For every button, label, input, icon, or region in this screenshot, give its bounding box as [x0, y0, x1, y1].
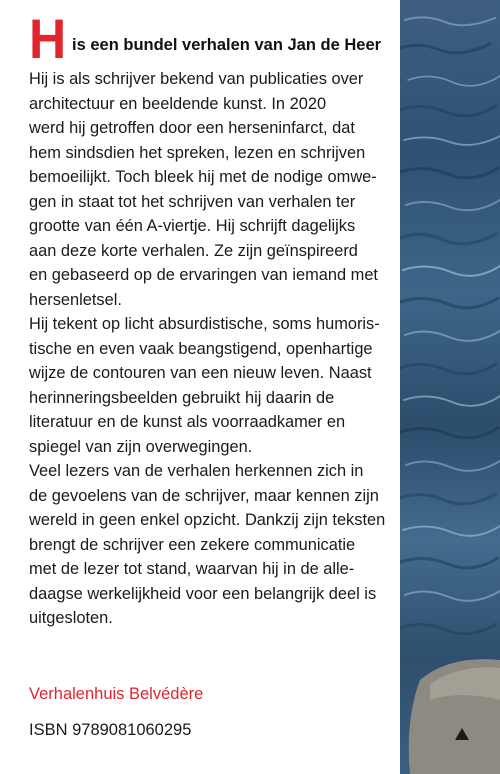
blurb-line: spiegel van zijn overwegingen. — [29, 437, 253, 456]
blurb-line: bemoeilijkt. Toch bleek hij met de nodige omwe- — [29, 168, 377, 186]
blurb-line: Veel lezers van de verhalen herkennen zich in — [29, 462, 364, 480]
blurb-line: daagse werkelijkheid voor een belangrijk deel is — [29, 584, 377, 603]
blurb-paragraphs — [29, 67, 399, 631]
blurb-line: werd hij getroffen door een herseninfarct, dat — [29, 119, 355, 137]
blurb-line: Hij tekent op licht absurdistische, soms humoris- — [29, 315, 380, 333]
publisher-name: Verhalenhuis Belvédère — [29, 685, 204, 703]
blurb-line: hem sindsdien het spreken, lezen en schrijven — [29, 143, 366, 162]
blurb-line: en gebaseerd op de ervaringen van iemand met — [29, 266, 378, 284]
blurb-line: wereld in geen enkel opzicht. Dankzij zijn teksten — [29, 511, 386, 529]
blurb-line: architectuur en beeldende kunst. In 2020 — [29, 94, 327, 113]
opening-line — [29, 7, 399, 70]
blurb-line: Hij is als schrijver bekend van publicaties over — [29, 70, 364, 88]
blurb-line: literatuur en de kunst als voorraadkamer en — [29, 413, 346, 431]
blurb-line: hersenletsel. — [29, 290, 122, 309]
water-ripples-image — [400, 0, 500, 774]
isbn-number: ISBN 9789081060295 — [29, 721, 192, 739]
blurb-line: met de lezer tot stand, waarvan hij in de alle- — [29, 560, 355, 578]
blurb-line: uitgesloten. — [29, 609, 113, 627]
blurb-line: tische en even vaak beangstigend, openhartige — [29, 339, 373, 358]
water-photo-strip — [400, 0, 500, 774]
blurb-line: de gevoelens van de schrijver, maar kennen zijn — [29, 486, 379, 505]
blurb-line: gen in staat tot het schrijven van verhalen ter — [29, 192, 356, 211]
blurb-line: aan deze korte verhalen. Ze zijn geïnspireerd — [29, 241, 358, 260]
drop-cap-initial: H — [29, 7, 67, 70]
blurb-line: brengt de schrijver een zekere communicatie — [29, 535, 356, 554]
opening-sentence: is een bundel verhalen van Jan de Heer — [72, 36, 382, 54]
blurb-line: herinneringsbeelden gebruikt hij daarin de — [29, 388, 335, 407]
blurb-line: wijze de contouren van een nieuw leven. Naast — [29, 364, 372, 382]
blurb-line: grootte van één A-viertje. Hij schrijft dagelijks — [29, 217, 356, 235]
